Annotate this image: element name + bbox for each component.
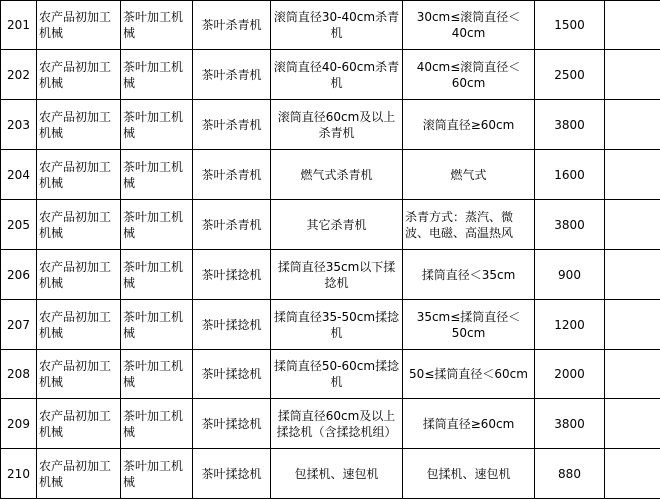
note-cell (605, 300, 660, 350)
subcategory-cell: 茶叶加工机械 (121, 449, 193, 499)
note-cell (605, 449, 660, 499)
row-number: 203 (1, 100, 37, 150)
grade-name-cell: 滚筒直径30-40cm杀青机 (271, 1, 403, 50)
item-cell: 茶叶揉捻机 (193, 350, 271, 399)
table-row (1, 150, 660, 200)
subcategory-cell: 茶叶加工机械 (121, 150, 193, 200)
category-cell: 农产品初加工机械 (37, 350, 121, 399)
item-cell: 茶叶杀青机 (193, 1, 271, 50)
item-cell: 茶叶杀青机 (193, 50, 271, 100)
row-number: 209 (1, 399, 37, 449)
amount-cell: 3800 (535, 200, 605, 250)
table-body (1, 1, 660, 499)
category-cell: 农产品初加工机械 (37, 100, 121, 150)
spec-cell: 包揉机、速包机 (403, 449, 535, 499)
row-number: 210 (1, 449, 37, 499)
category-cell: 农产品初加工机械 (37, 200, 121, 250)
row-number: 207 (1, 300, 37, 350)
subcategory-cell: 茶叶加工机械 (121, 300, 193, 350)
table-row (1, 300, 660, 350)
table-row (1, 350, 660, 399)
table-row (1, 449, 660, 499)
note-cell (605, 399, 660, 449)
spec-cell: 燃气式 (403, 150, 535, 200)
category-cell: 农产品初加工机械 (37, 1, 121, 50)
category-cell: 农产品初加工机械 (37, 300, 121, 350)
grade-name-cell: 燃气式杀青机 (271, 150, 403, 200)
table-row (1, 399, 660, 449)
table-row (1, 250, 660, 300)
grade-name-cell: 滚筒直径60cm及以上杀青机 (271, 100, 403, 150)
amount-cell: 1200 (535, 300, 605, 350)
item-cell: 茶叶揉捻机 (193, 300, 271, 350)
subcategory-cell: 茶叶加工机械 (121, 399, 193, 449)
subcategory-cell: 茶叶加工机械 (121, 1, 193, 50)
subcategory-cell: 茶叶加工机械 (121, 50, 193, 100)
spec-cell: 50≤揉筒直径＜60cm (403, 350, 535, 399)
grade-name-cell: 揉筒直径35cm以下揉捻机 (271, 250, 403, 300)
category-cell: 农产品初加工机械 (37, 449, 121, 499)
amount-cell: 1600 (535, 150, 605, 200)
amount-cell: 900 (535, 250, 605, 300)
spec-cell: 35cm≤揉筒直径＜50cm (403, 300, 535, 350)
spec-cell: 40cm≤滚筒直径＜60cm (403, 50, 535, 100)
table-row (1, 1, 660, 50)
table-row (1, 100, 660, 150)
subcategory-cell: 茶叶加工机械 (121, 200, 193, 250)
subcategory-cell: 茶叶加工机械 (121, 250, 193, 300)
category-cell: 农产品初加工机械 (37, 150, 121, 200)
grade-name-cell: 揉筒直径50-60cm揉捻机 (271, 350, 403, 399)
note-cell (605, 350, 660, 399)
amount-cell: 2000 (535, 350, 605, 399)
amount-cell: 3800 (535, 100, 605, 150)
table-row (1, 200, 660, 250)
category-cell: 农产品初加工机械 (37, 250, 121, 300)
item-cell: 茶叶揉捻机 (193, 250, 271, 300)
table-row (1, 50, 660, 100)
spec-cell: 滚筒直径≥60cm (403, 100, 535, 150)
row-number: 204 (1, 150, 37, 200)
item-cell: 茶叶杀青机 (193, 150, 271, 200)
note-cell (605, 150, 660, 200)
grade-name-cell: 揉筒直径35-50cm揉捻机 (271, 300, 403, 350)
note-cell (605, 100, 660, 150)
grade-name-cell: 揉筒直径60cm及以上揉捻机（含揉捻机组） (271, 399, 403, 449)
note-cell (605, 200, 660, 250)
spec-cell: 揉筒直径≥60cm (403, 399, 535, 449)
item-cell: 茶叶揉捻机 (193, 449, 271, 499)
row-number: 202 (1, 50, 37, 100)
note-cell (605, 250, 660, 300)
item-cell: 茶叶杀青机 (193, 100, 271, 150)
grade-name-cell: 滚筒直径40-60cm杀青机 (271, 50, 403, 100)
grade-name-cell: 包揉机、速包机 (271, 449, 403, 499)
category-cell: 农产品初加工机械 (37, 399, 121, 449)
amount-cell: 1500 (535, 1, 605, 50)
row-number: 208 (1, 350, 37, 399)
spec-cell: 30cm≤滚筒直径＜40cm (403, 1, 535, 50)
amount-cell: 2500 (535, 50, 605, 100)
note-cell (605, 1, 660, 50)
item-cell: 茶叶揉捻机 (193, 399, 271, 449)
item-cell: 茶叶杀青机 (193, 200, 271, 250)
spec-cell: 揉筒直径＜35cm (403, 250, 535, 300)
spec-cell: 杀青方式：蒸汽、微波、电磁、高温热风 (403, 200, 535, 250)
row-number: 201 (1, 1, 37, 50)
subcategory-cell: 茶叶加工机械 (121, 350, 193, 399)
subcategory-cell: 茶叶加工机械 (121, 100, 193, 150)
note-cell (605, 50, 660, 100)
category-cell: 农产品初加工机械 (37, 50, 121, 100)
amount-cell: 3800 (535, 399, 605, 449)
row-number: 206 (1, 250, 37, 300)
grade-name-cell: 其它杀青机 (271, 200, 403, 250)
amount-cell: 880 (535, 449, 605, 499)
row-number: 205 (1, 200, 37, 250)
